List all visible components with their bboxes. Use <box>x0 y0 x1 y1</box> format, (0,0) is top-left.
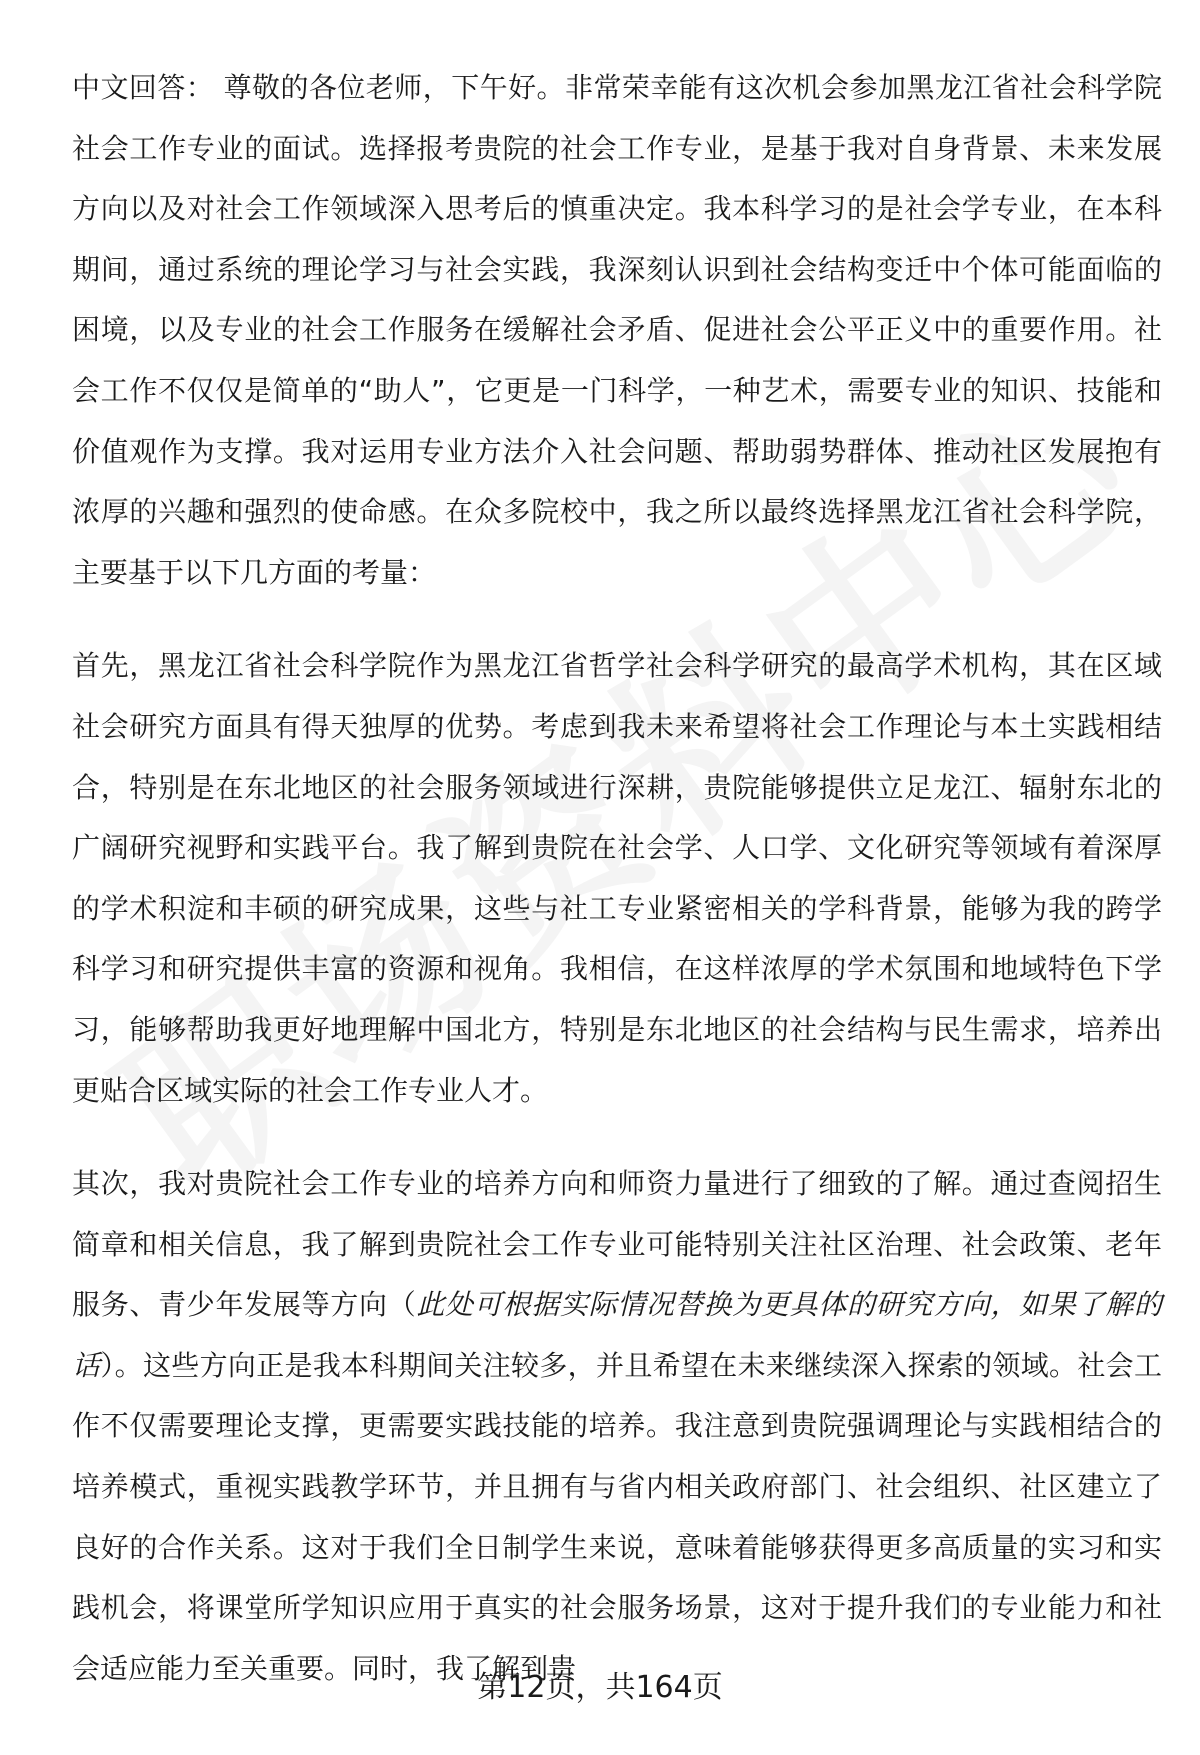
paragraph-text: 首先，黑龙江省社会科学院作为黑龙江省哲学社会科学研究的最高学术机构，其在区域社会研究方面具有得天独厚的优势。考虑到我未来希望将社会工作理论与本土实践相结合，特别是在东北地区的社会服务领域进行深耕，贵院能够提供立足龙江、辐射东北的广阔研究视野和实践平台。我了解到贵院在社会学、人口学、文化研究等领域有着深厚的学术积淀和丰硕的研究成果，这些与社工专业紧密相关的学科背景，能够为我的跨学科学习和研究提供丰富的资源和视角。我相信，在这样浓厚的学术氛围和地域特色下学习，能够帮助我更好地理解中国北方，特别是东北地区的社会结构与民生需求，培养出更贴合区域实际的社会工作专业人才。 <box>72 649 1162 1107</box>
paragraph-italic-note: 此处可根据实际情况替换为更具体的研究方向，如果了解的话 <box>72 1288 1162 1382</box>
paragraph-text: 中文回答： 尊敬的各位老师，下午好。非常荣幸能有这次机会参加黑龙江省社会科学院社会工作专业的面试。选择报考贵院的社会工作专业，是基于我对自身背景、未来发展方向以及对社会工作领域深入思考后的慎重决定。我本科学习的是社会学专业，在本科期间，通过系统的理论学习与社会实践，我深刻认识到社会结构变迁中个体可能面临的困境，以及专业的社会工作服务在缓解社会矛盾、促进社会公平正义中的重要作用。社会工作不仅仅是简单的“助人”，它更是一门科学，一种艺术，需要专业的知识、技能和价值观作为支撑。我对运用专业方法介入社会问题、帮助弱势群体、推动社区发展抱有浓厚的兴趣和强烈的使命感。在众多院校中，我之所以最终选择黑龙江省社会科学院，主要基于以下几方面的考量： <box>72 71 1162 589</box>
paragraph-intro <box>72 58 1162 603</box>
paragraph-first-reason <box>72 636 1162 1121</box>
paragraph-text-tail: ）。这些方向正是我本科期间关注较多，并且希望在未来继续深入探索的领域。社会工作不仅需要理论支撑，更需要实践技能的培养。我注意到贵院强调理论与实践相结合的培养模式，重视实践教学环节，并且拥有与省内相关政府部门、社会组织、社区建立了良好的合作关系。这对于我们全日制学生来说，意味着能够获得更多高质量的实习和实践机会，将课堂所学知识应用于真实的社会服务场景，这对于提升我们的专业能力和社会适应能力至关重要。同时，我了解到贵 <box>72 1348 1162 1685</box>
paragraph-second-reason <box>72 1154 1162 1699</box>
document-body <box>72 58 1162 1699</box>
page-number: 第12页，共164页 <box>477 1670 723 1705</box>
paragraph-text: 其次，我对贵院社会工作专业的培养方向和师资力量进行了细致的了解。通过查阅招生简章和相关信息，我了解到贵院社会工作专业可能特别关注社区治理、社会政策、老年服务、青少年发展等方向（ <box>72 1167 1162 1322</box>
